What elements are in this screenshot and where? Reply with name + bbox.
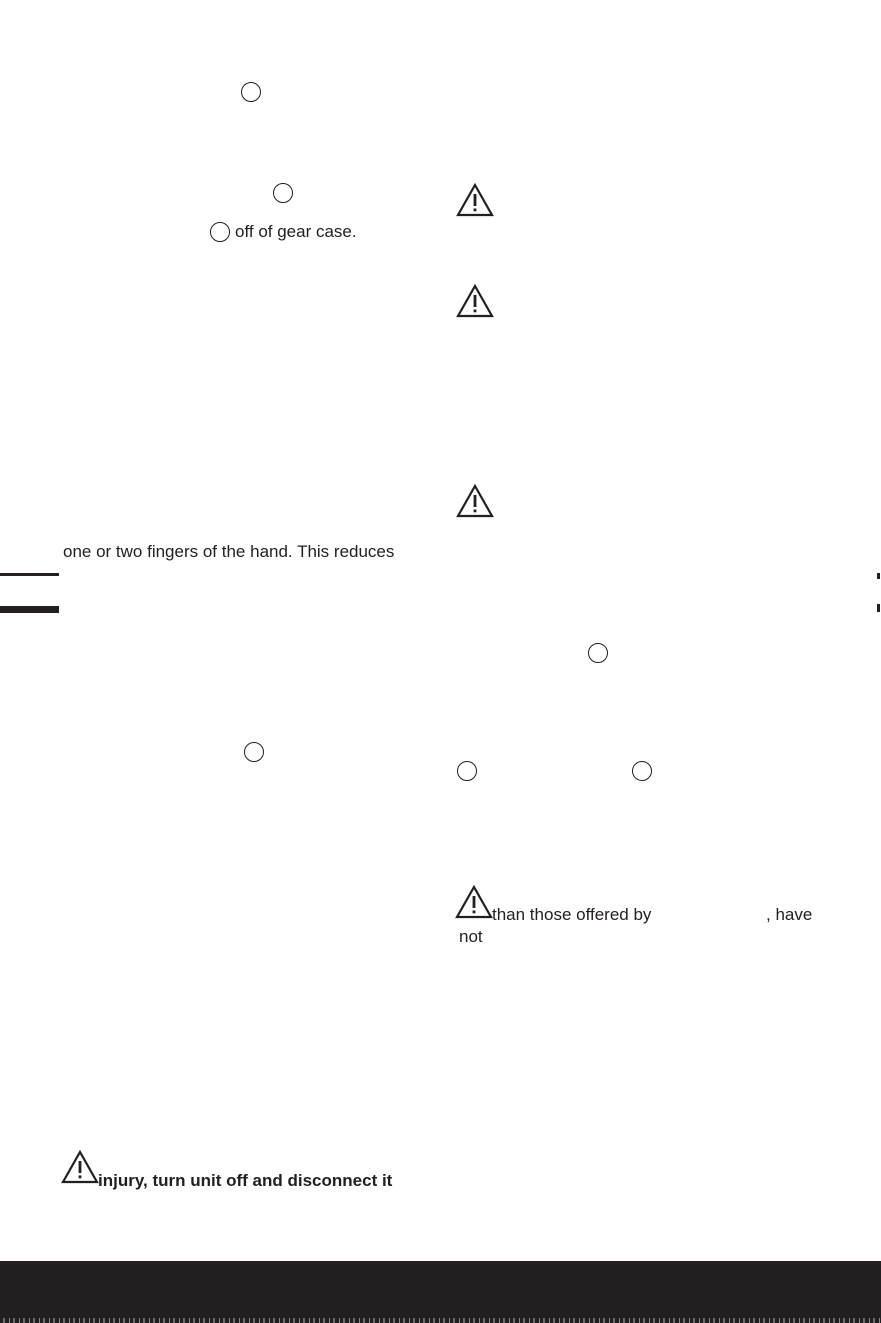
gear-case-text: off of gear case.: [235, 222, 357, 241]
offered-text: than those offered by: [492, 905, 652, 924]
warning-triangle-icon: [456, 284, 494, 318]
warning-triangle-icon: [61, 1150, 99, 1184]
warning-triangle-icon: [456, 183, 494, 217]
edge-tick-lower: [877, 604, 880, 612]
warning-triangle-icon: [456, 484, 494, 518]
callout-circle-3: [210, 222, 230, 242]
callout-circle-1: [241, 82, 261, 102]
edge-tab-upper: [0, 573, 59, 576]
callout-circle-6: [457, 761, 477, 781]
not-text: not: [459, 927, 483, 946]
have-text: , have: [766, 905, 813, 924]
footer-print-marks: [0, 1318, 881, 1323]
injury-warning-text: injury, turn unit off and disconnect it: [98, 1171, 393, 1190]
edge-tab-lower: [0, 606, 59, 613]
callout-circle-4: [244, 742, 264, 762]
warning-triangle-icon: [455, 885, 493, 919]
edge-tick-upper: [877, 573, 880, 579]
callout-circle-2: [273, 183, 293, 203]
fingers-text: one or two fingers of the hand. This reduces: [63, 542, 395, 561]
callout-circle-7: [632, 761, 652, 781]
footer-band: [0, 1261, 881, 1323]
callout-circle-5: [588, 643, 608, 663]
